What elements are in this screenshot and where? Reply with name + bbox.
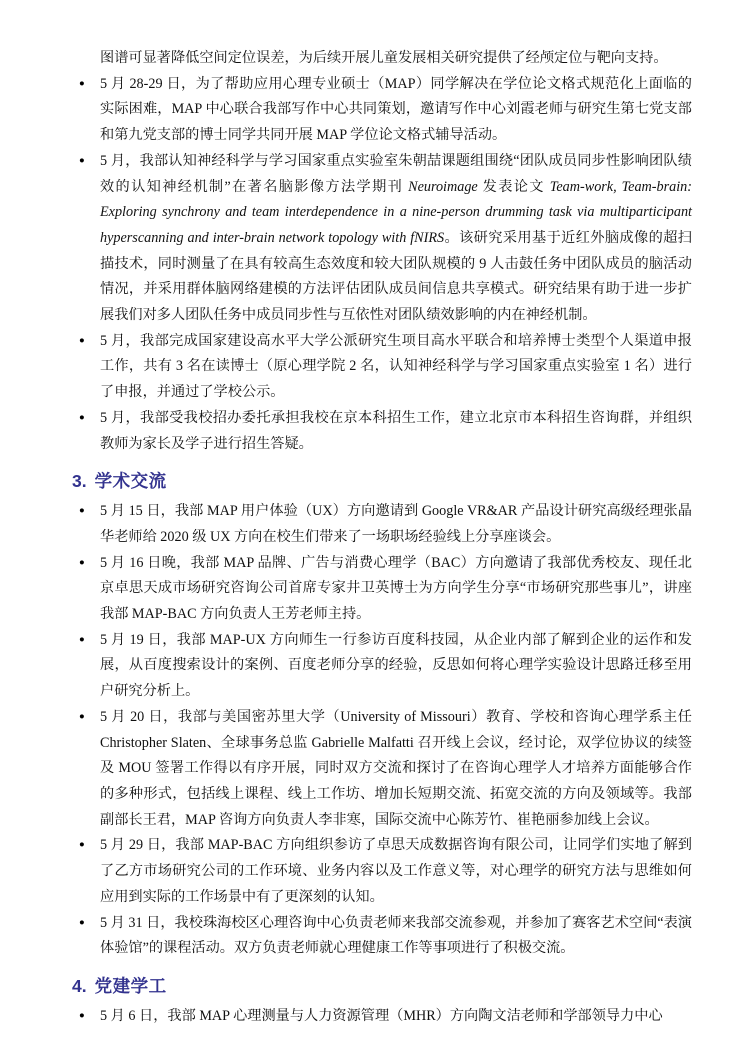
bullet-icon: ● — [79, 634, 85, 645]
section-heading-4 — [72, 975, 692, 998]
section-title: 党建学工 — [94, 975, 167, 996]
bullet-item — [72, 833, 692, 910]
bullet-icon: ● — [79, 1010, 85, 1021]
section-number: 3. — [72, 471, 87, 492]
bullet-icon: ● — [79, 335, 85, 346]
bullet-item — [72, 1004, 692, 1030]
bullet-item — [72, 705, 692, 834]
bullet-list-section-2-continued — [72, 72, 692, 458]
bullet-icon: ● — [79, 711, 85, 722]
bullet-text: 5 月 16 日晚，我部 MAP 品牌、广告与消费心理学（BAC）方向邀请了我部优秀校友、现任北京卓思天成市场研究咨询公司首席专家井卫英博士为方向学生分享“市场研究那些事儿”，讲座我部 MAP-BAC 方向负责人王芳老师主持。 — [100, 554, 692, 623]
bullet-icon: ● — [79, 412, 85, 423]
bullet-item — [72, 551, 692, 628]
bullet-text: 5 月 28-29 日，为了帮助应用心理专业硕士（MAP）同学解决在学位论文格式规范化上面临的实际困难，MAP 中心联合我部写作中心共同策划，邀请写作中心刘霞老师与研究生第七党支部和第九党支部的博士同学共同开展 MAP 学位论文格式辅导活动。 — [100, 75, 692, 144]
bullet-item — [72, 72, 692, 149]
bullet-text: 5 月 31 日，我校珠海校区心理咨询中心负责老师来我部交流参观，并参加了赛客艺术空间“表演体验馆”的课程活动。双方负责老师就心理健康工作等事项进行了积极交流。 — [100, 914, 692, 957]
bullet-text: 5 月 20 日，我部与美国密苏里大学（University of Missouri）教育、学校和咨询心理学系主任 Christopher Slaten、全球事务总监 Gabrielle Malfatti 召开线上会议，经讨论，双学位协议的续签及 MOU 签署工作得以有序开展，同时双方交流和探讨了在咨询心理学人才培养方面能够合作的多种形式，包括线上课程、线上工作坊、增加长短期交流、拓宽交流的方向及领域等。我部副部长王君，MAP 咨询方向负责人李非寒，国际交流中心陈芳竹、崔艳丽参加线上会议。 — [100, 708, 692, 828]
section-heading-3 — [72, 470, 692, 493]
bullet-item — [72, 911, 692, 962]
bullet-text: 5 月，我部受我校招办委托承担我校在京本科招生工作，建立北京市本科招生咨询群，并组织教师为家长及学子进行招生答疑。 — [100, 409, 692, 452]
bullet-list-section-4 — [72, 1004, 692, 1030]
bullet-text: 5 月，我部认知神经科学与学习国家重点实验室朱朝喆课题组围绕“团队成员同步性影响团队绩效的认知神经机制”在著名脑影像方法学期刊 Neuroimage 发表论文 Team-work, Team-brain: Exploring synchrony and team interdependence in a nine-person drumming task via multiparticipant hyperscanning and inter-brain network topology with fNIRS。该研究采用基于近红外脑成像的超扫描技术，同时测量了在具有较高生态效度和较大团队规模的 9 人击鼓任务中团队成员的脑活动情况，并采用群体脑网络建模的方法评估团队成员间信息共享模式。研究结果有助于进一步扩展我们对多人团队任务中成员同步性与互依性对团队绩效影响的内在神经机制。 — [100, 152, 692, 324]
bullet-text: 5 月 19 日，我部 MAP-UX 方向师生一行参访百度科技园，从企业内部了解到企业的运作和发展，从百度搜索设计的案例、百度老师分享的经验，反思如何将心理学实验设计思路迁移至用户研究分析上。 — [100, 631, 692, 700]
bullet-item — [72, 406, 692, 457]
paragraph-continuation: 图谱可显著降低空间定位误差，为后续开展儿童发展相关研究提供了经颅定位与靶向支持。 — [100, 50, 668, 66]
bullet-icon: ● — [79, 506, 85, 517]
bullet-icon: ● — [79, 155, 85, 166]
bullet-item — [72, 329, 692, 406]
bullet-icon: ● — [79, 557, 85, 568]
document-content — [72, 46, 692, 1030]
section-title: 学术交流 — [94, 471, 167, 492]
italic-journal-text: Team-work, Team-brain: Exploring synchrony and team interdependence in a nine-person drumming task via multiparticipant hyperscanning and inter-brain network topology with fNIRS — [100, 178, 692, 246]
bullet-text: 5 月，我部完成国家建设高水平大学公派研究生项目高水平联合和培养博士类型个人渠道申报工作，共有 3 名在读博士（原心理学院 2 名，认知神经科学与学习国家重点实验室 1 名）进行了申报，并通过了学校公示。 — [100, 332, 692, 401]
italic-journal-text: Neuroimage — [408, 178, 478, 195]
bullet-text: 5 月 6 日，我部 MAP 心理测量与人力资源管理（MHR）方向陶文洁老师和学部领导力中心 — [100, 1007, 663, 1024]
bullet-item — [72, 149, 692, 329]
bullet-icon: ● — [79, 78, 85, 89]
bullet-icon: ● — [79, 917, 85, 928]
bullet-icon: ● — [79, 840, 85, 851]
bullet-text: 5 月 29 日，我部 MAP-BAC 方向组织参访了卓思天成数据咨询有限公司，让同学们实地了解到了乙方市场研究公司的工作环境、业务内容以及工作意义等，对心理学的研究方法与思维如何应用到实际的工作场景中有了更深刻的认知。 — [100, 837, 692, 905]
bullet-text: 5 月 15 日，我部 MAP 用户体验（UX）方向邀请到 Google VR&AR 产品设计研究高级经理张晶华老师给 2020 级 UX 方向在校生们带来了一场职场经验线上分享座谈会。 — [100, 503, 692, 545]
section-number: 4. — [72, 975, 87, 996]
bullet-list-section-3 — [72, 499, 692, 962]
bullet-item — [72, 628, 692, 705]
bullet-item — [72, 499, 692, 550]
